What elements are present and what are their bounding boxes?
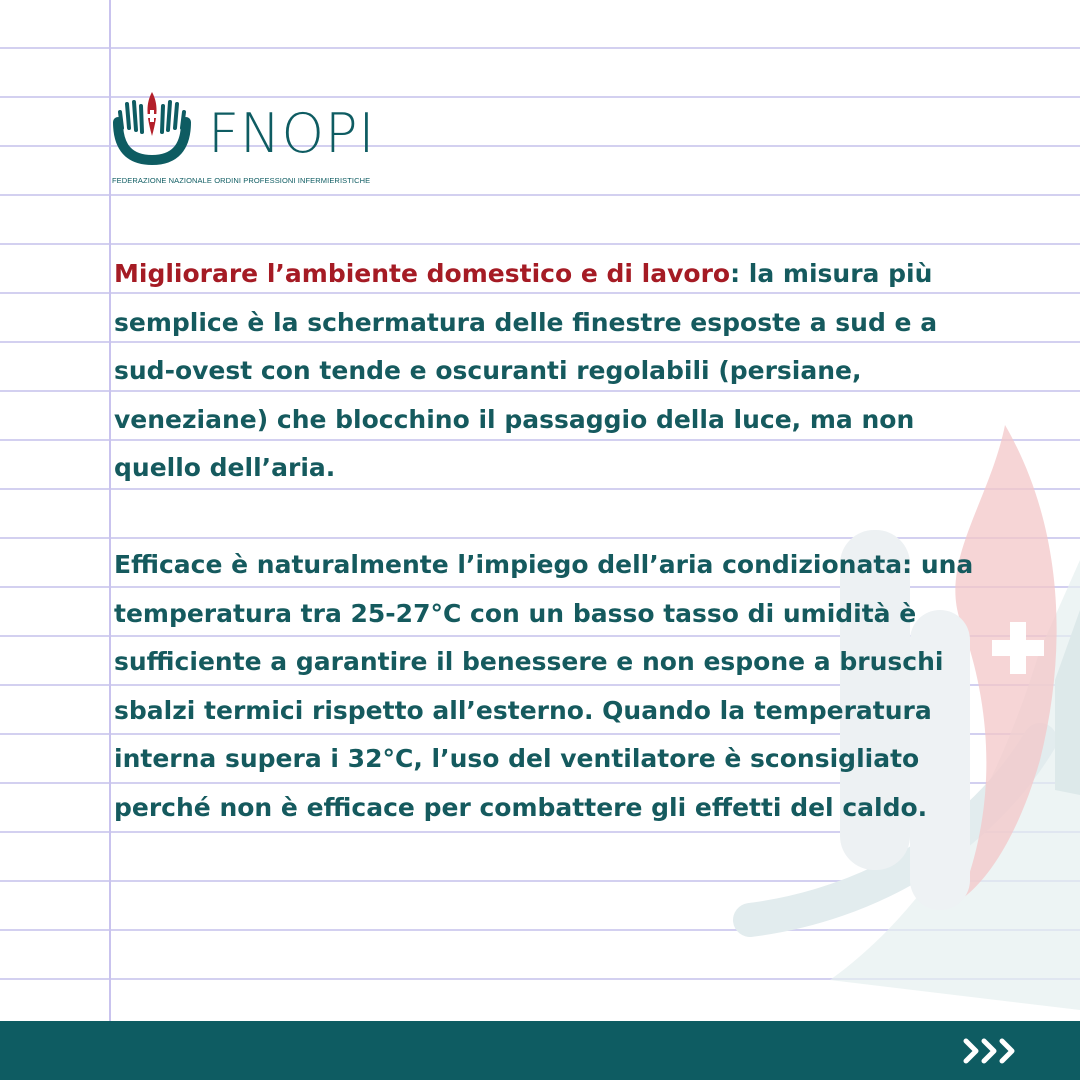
hands-icon	[112, 90, 202, 170]
logo-wordmark: FNOPI	[208, 102, 376, 165]
next-chevrons-icon[interactable]	[962, 1037, 1022, 1065]
logo-subtitle: FEDERAZIONE NAZIONALE ORDINI PROFESSIONI INFERMIERISTICHE	[112, 176, 371, 185]
footer-bar	[0, 1021, 1080, 1080]
body-text	[114, 250, 994, 832]
paragraph-1-text: : la misura più semplice è la schermatura delle finestre esposte a sud e a sud-ovest con tende e oscuranti regolabili (persiane, veneziane) che blocchino il passaggio della luce, ma non quello dell’aria.	[114, 259, 938, 482]
paragraph-1-highlight: Migliorare l’ambiente domestico e di lavoro	[114, 259, 731, 288]
fnopi-logo	[112, 90, 412, 190]
paragraph-2: Efficace è naturalmente l’impiego dell’aria condizionata: una temperatura tra 25-27°C con un basso tasso di umidità è sufficiente a garantire il benessere e non espone a bruschi sbalzi termici rispetto all’esterno. Quando la temperatura interna supera i 32°C, l’uso del ventilatore è sconsigliato perché non è efficace per combattere gli effetti del caldo.	[114, 550, 974, 822]
paragraph-1	[114, 250, 994, 493]
